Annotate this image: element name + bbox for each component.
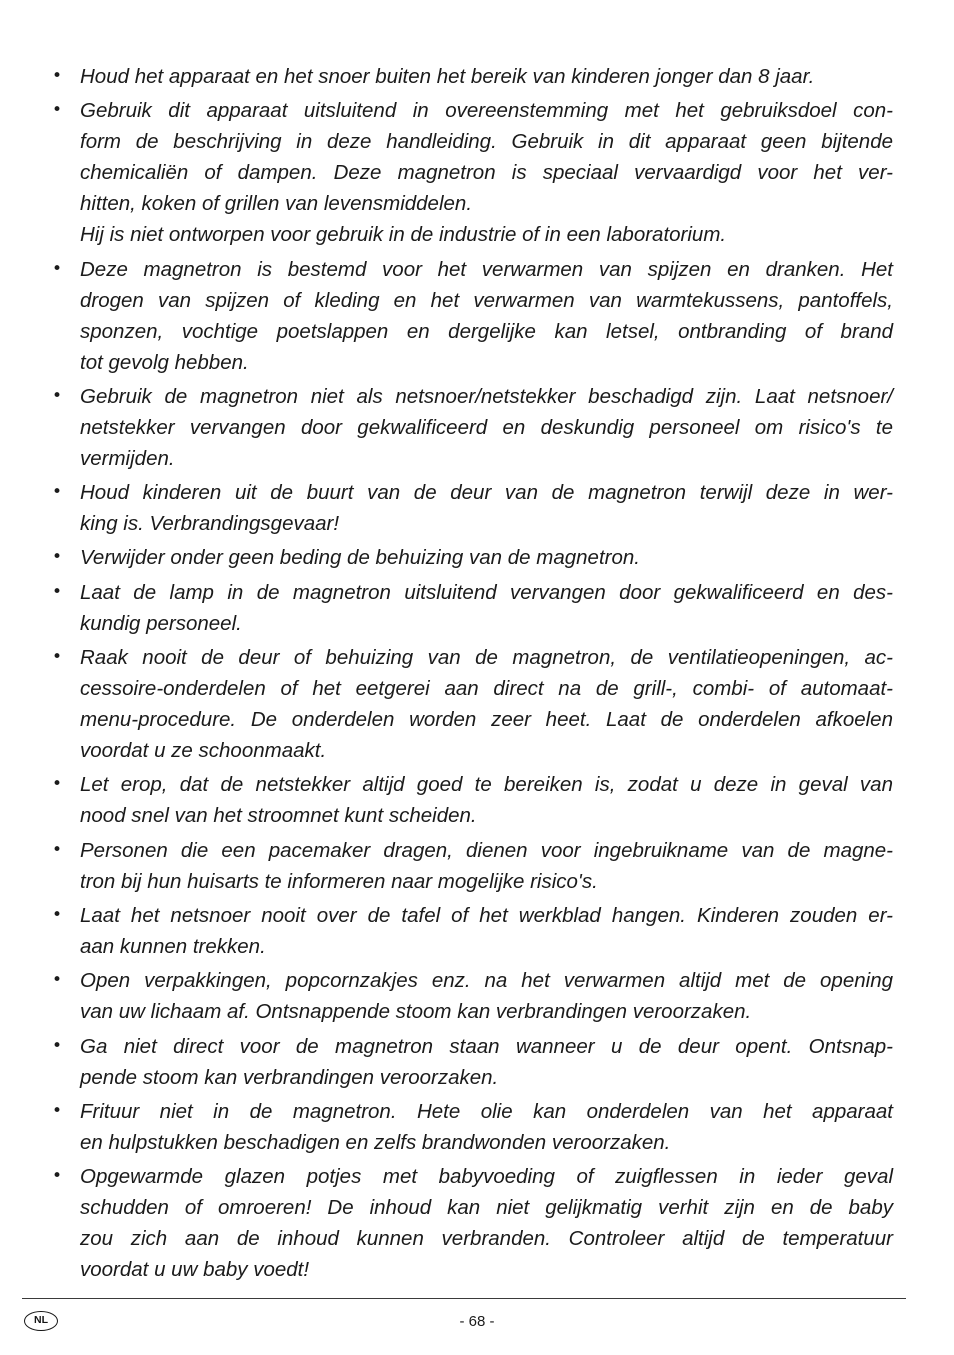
bullet-paragraph (80, 477, 954, 539)
text-line: form de beschrijving in deze handleiding. Gebruik in dit apparaat geen bijtende (80, 130, 893, 154)
text-line: kundig personeel. (80, 611, 242, 635)
safety-instructions-list (0, 61, 954, 1288)
language-badge: NL (24, 1311, 58, 1331)
text-line: Laat het netsnoer nooit over de tafel of het werkblad hangen. Kinderen zouden er- (80, 903, 893, 927)
text-line: Laat de lamp in de magnetron uitsluitend vervangen door gekwalificeerd en des- (80, 580, 893, 604)
bullet-marker: • (51, 547, 63, 568)
bullet-item (0, 835, 954, 897)
text-line: Houd het apparaat en het snoer buiten het bereik van kinderen jonger dan 8 jaar. (80, 65, 815, 88)
bullet-paragraph (80, 1096, 954, 1158)
bullet-marker: • (51, 774, 63, 795)
text-line: hitten, koken of grillen van levensmiddelen. (80, 192, 473, 216)
text-line: Raak nooit de deur of behuizing van de magnetron, de ventilatieopeningen, ac- (80, 646, 893, 670)
text-line: Opgewarmde glazen potjes met babyvoeding of zuigflessen in ieder geval (80, 1165, 893, 1189)
text-line: Verwijder onder geen beding de behuizing van de magnetron. (80, 546, 640, 570)
text-line: drogen van spijzen of kleding en het verwarmen van warmtekussens, pantoffels, (80, 288, 893, 312)
bullet-marker: • (51, 100, 63, 121)
text-line: sponzen, vochtige poetslappen en dergelijke kan letsel, ontbranding of brand (80, 319, 893, 343)
text-line: menu-procedure. De onderdelen worden zeer heet. Laat de onderdelen afkoelen (80, 708, 893, 732)
text-line: van uw lichaam af. Ontsnappende stoom kan verbrandingen veroorzaken. (80, 1000, 752, 1024)
bullet-item (0, 769, 954, 831)
text-line: tot gevolg hebben. (80, 350, 249, 374)
text-line: voordat u ze schoonmaakt. (80, 739, 327, 763)
bullet-paragraph (80, 900, 954, 962)
bullet-paragraph (80, 542, 954, 573)
bullet-paragraph (80, 61, 954, 92)
bullet-item (0, 642, 954, 766)
bullet-marker: • (51, 258, 63, 279)
footer-divider (22, 1298, 906, 1299)
bullet-marker: • (51, 839, 63, 860)
text-line: Gebruik de magnetron niet als netsnoer/netstekker beschadigd zijn. Laat netsnoer/ (80, 384, 893, 408)
text-line: chemicaliën of dampen. Deze magnetron is speciaal vervaardigd voor het ver- (80, 161, 893, 185)
text-line: schudden of omroeren! De inhoud kan niet gelijkmatig verhit zijn en de baby (80, 1196, 893, 1220)
text-line: cessoire-onderdelen of het eetgerei aan direct na de grill-, combi- of automaat- (80, 677, 893, 701)
bullet-paragraph (80, 769, 954, 831)
bullet-item (0, 1096, 954, 1158)
bullet-item (0, 900, 954, 962)
text-line: Houd kinderen uit de buurt van de deur van de magnetron terwijl deze in wer- (80, 481, 893, 505)
text-line: Ga niet direct voor de magnetron staan wanneer u de deur opent. Ontsnap- (80, 1034, 893, 1058)
bullet-item (0, 542, 954, 573)
bullet-item (0, 95, 954, 250)
bullet-paragraph (80, 254, 954, 378)
text-line: zou zich aan de inhoud kunnen verbranden. Controleer altijd de temperatuur (80, 1227, 893, 1251)
text-line: Hij is niet ontworpen voor gebruik in de industrie of in een laboratorium. (80, 223, 727, 247)
text-line: Open verpakkingen, popcornzakjes enz. na het verwarmen altijd met de opening (80, 969, 893, 993)
bullet-paragraph (80, 1161, 954, 1285)
text-line: Gebruik dit apparaat uitsluitend in overeenstemming met het gebruiksdoel con- (80, 99, 893, 123)
bullet-paragraph (80, 965, 954, 1027)
bullet-marker: • (51, 385, 63, 406)
text-line: Deze magnetron is bestemd voor het verwarmen van spijzen en dranken. Het (80, 257, 893, 281)
text-line: Personen die een pacemaker dragen, dienen voor ingebruikname van de magne- (80, 838, 893, 862)
text-line: voordat u uw baby voedt! (80, 1258, 310, 1282)
bullet-marker: • (51, 1100, 63, 1121)
bullet-item (0, 254, 954, 378)
text-line: netstekker vervangen door gekwalificeerd en deskundig personeel om risico's te (80, 415, 893, 439)
bullet-item (0, 965, 954, 1027)
bullet-marker: • (51, 581, 63, 602)
bullet-marker: • (51, 970, 63, 991)
bullet-item (0, 577, 954, 639)
bullet-paragraph (80, 95, 954, 219)
bullet-paragraph (80, 577, 954, 639)
text-line: king is. Verbrandingsgevaar! (80, 512, 340, 536)
bullet-marker: • (51, 647, 63, 668)
bullet-item (0, 1031, 954, 1093)
text-line: Let erop, dat de netstekker altijd goed te bereiken is, zodat u deze in geval van (80, 773, 893, 797)
bullet-marker: • (51, 66, 63, 86)
text-line: vermijden. (80, 446, 175, 470)
text-line: aan kunnen trekken. (80, 934, 266, 958)
bullet-marker: • (51, 904, 63, 925)
bullet-marker: • (51, 1035, 63, 1056)
page-number: - 68 - (459, 1313, 495, 1330)
bullet-item (0, 381, 954, 474)
bullet-item (0, 1161, 954, 1285)
bullet-paragraph (80, 381, 954, 474)
bullet-paragraph (80, 1031, 954, 1093)
text-line: pende stoom kan verbrandingen veroorzaken. (80, 1065, 499, 1089)
bullet-marker: • (51, 1166, 63, 1187)
text-line: Frituur niet in de magnetron. Hete olie kan onderdelen van het apparaat (80, 1099, 893, 1123)
bullet-paragraph (80, 642, 954, 766)
bullet-marker: • (51, 482, 63, 503)
text-line: tron bij hun huisarts te informeren naar mogelijke risico's. (80, 869, 598, 893)
text-line: en hulpstukken beschadigen en zelfs brandwonden veroorzaken. (80, 1130, 671, 1154)
bullet-item (0, 61, 954, 92)
bullet-paragraph (80, 219, 954, 250)
text-line: nood snel van het stroomnet kunt scheiden. (80, 804, 477, 828)
bullet-item (0, 477, 954, 539)
bullet-paragraph (80, 835, 954, 897)
